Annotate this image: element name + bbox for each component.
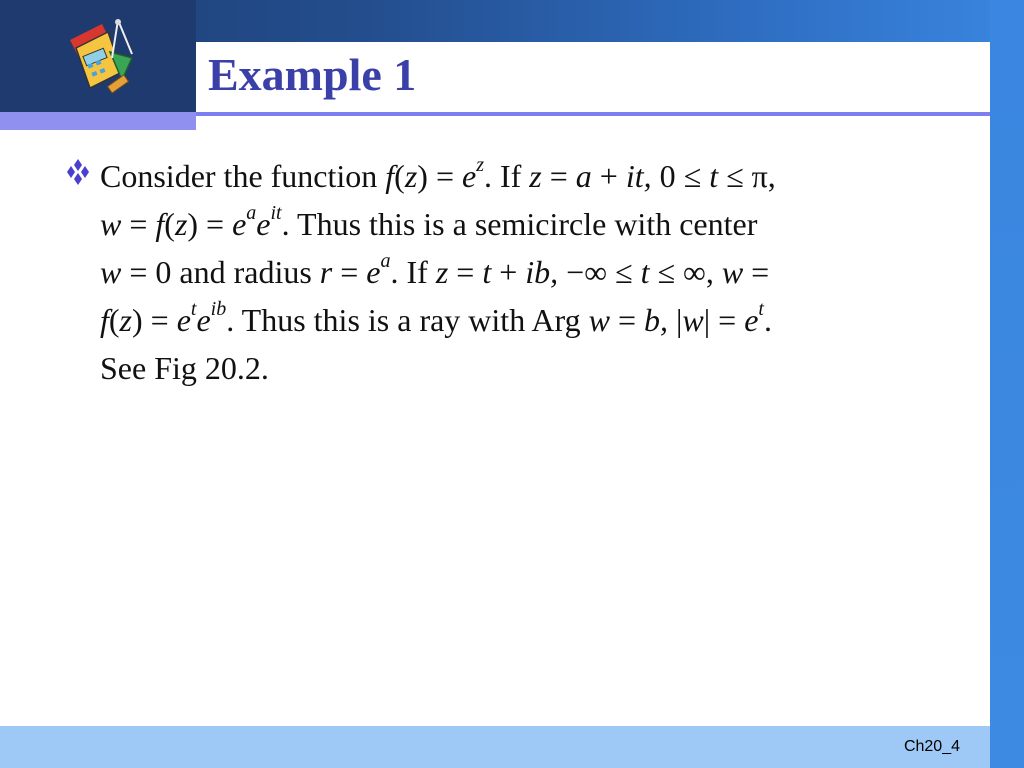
math-var: w	[588, 302, 610, 338]
text-run: ) =	[187, 206, 233, 242]
text-run: (	[108, 302, 120, 338]
math-superscript: ib	[210, 298, 227, 321]
text-run: +	[491, 254, 526, 290]
math-var: e	[366, 254, 381, 290]
text-run: Consider the function	[100, 158, 386, 194]
math-var: w	[682, 302, 704, 338]
math-superscript: z	[476, 154, 484, 177]
math-superscript: a	[246, 202, 257, 225]
text-run: . Thus this is a semicircle with center	[281, 206, 758, 242]
math-var: it,	[625, 158, 652, 194]
math-var: w	[721, 254, 744, 290]
text-run: =	[609, 302, 644, 338]
text-run: = 0 and radius	[121, 254, 320, 290]
text-run: 0 ≤	[651, 158, 710, 194]
math-var: w	[100, 254, 122, 290]
math-var: e	[461, 158, 477, 194]
text-run: =	[121, 206, 156, 242]
math-var: f	[385, 158, 395, 194]
text-run: +	[591, 158, 626, 194]
math-var: t	[640, 254, 650, 290]
text-run: =	[332, 254, 367, 290]
math-var: z	[435, 254, 449, 290]
text-run: (	[164, 206, 175, 242]
math-var: a	[575, 158, 592, 194]
math-var: f	[100, 302, 109, 338]
math-var: z	[174, 206, 188, 242]
math-tools-clipart-icon	[62, 18, 144, 100]
math-superscript: it	[270, 202, 282, 225]
title-underline-block	[0, 112, 196, 130]
math-var: b,	[644, 302, 668, 338]
text-run: .	[763, 302, 772, 338]
footer-band	[0, 726, 990, 768]
body-text	[100, 152, 958, 392]
math-var: z	[529, 158, 542, 194]
text-run: . If	[483, 158, 530, 194]
title-box	[196, 42, 990, 112]
math-var: r	[319, 254, 333, 290]
math-var: e	[256, 206, 271, 242]
right-side-band	[990, 0, 1024, 768]
text-run: =	[448, 254, 483, 290]
math-var: z	[119, 302, 132, 338]
text-run: ) =	[417, 158, 462, 194]
math-superscript: t	[190, 298, 197, 321]
text-run: ) =	[132, 302, 177, 338]
text-run: . If	[390, 254, 436, 290]
text-run: | =	[703, 302, 745, 338]
math-var: f	[155, 206, 165, 242]
math-var: e	[196, 302, 211, 338]
text-run: ≤ ∞,	[649, 254, 722, 290]
text-run: ≤ π,	[718, 158, 776, 194]
title-underline	[196, 112, 990, 116]
math-var: e	[232, 206, 247, 242]
text-run: See Fig 20.2.	[100, 350, 269, 386]
page-number: Ch20_4	[903, 738, 960, 755]
text-run: . Thus this is a ray with Arg	[226, 302, 589, 338]
math-var: t	[709, 158, 719, 194]
text-run: |	[668, 302, 683, 338]
math-var: z	[404, 158, 418, 194]
math-var: w	[100, 206, 122, 242]
math-var: t	[482, 254, 492, 290]
math-superscript: t	[758, 298, 764, 321]
text-run: (	[394, 158, 405, 194]
math-superscript: a	[380, 250, 391, 273]
math-var: ib,	[525, 254, 559, 290]
math-var: e	[176, 302, 191, 338]
diamond-bullet-icon	[64, 158, 92, 186]
math-var: e	[744, 302, 759, 338]
text-run: =	[743, 254, 770, 290]
slide-title: Example 1	[208, 49, 417, 100]
text-run: −∞ ≤	[558, 254, 641, 290]
text-run: =	[541, 158, 576, 194]
